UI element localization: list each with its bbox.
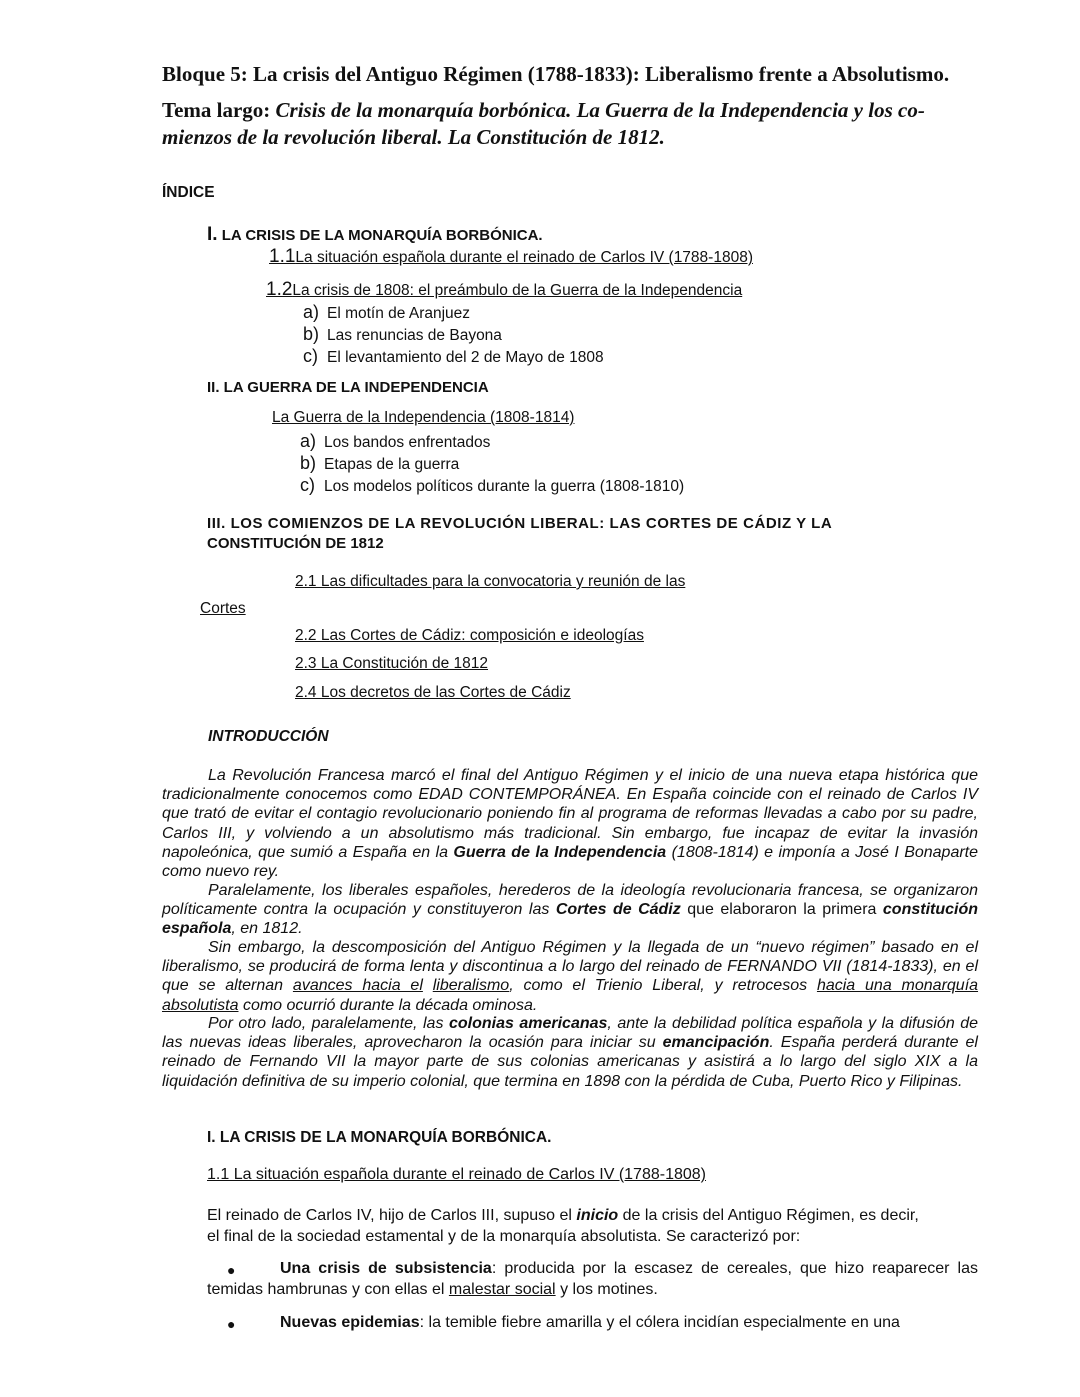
- item-label: El motín de Aranjuez: [327, 305, 471, 322]
- text-run-bold: emancipación: [662, 1034, 770, 1052]
- section-title: LA CRISIS DE LA MONARQUÍA BORBÓNICA.: [221, 227, 543, 244]
- toc-item-a: [300, 431, 490, 452]
- index-section-2: II. LA GUERRA DE LA INDEPENDENCIA: [207, 379, 489, 396]
- index-section-3-line1: III. LOS COMIENZOS DE LA REVOLUCIÓN LIBERAL: LAS CORTES DE CÁDIZ Y LA: [207, 515, 833, 532]
- text-run-bold: constitución española: [162, 901, 978, 938]
- text-run: , en 1812.: [231, 920, 303, 938]
- text-run: La Revolución Francesa marcó el final del Antiguo Régimen y el inicio de una nueva etapa histórica que tradicionalmente conocemos como EDAD CONTEMPORÁNEA. En España coincide con el reinado de Carlos IV que trató de evitar el contagio revolucionario poniendo fin al programa de reformas llevadas a cabo por su padre, Carlos III, y volviendo a un absolutismo más tradicional. Sin embargo, fue incapaz de evitar la invasión napoleónica, que sumió a España en la: [162, 767, 978, 861]
- text-run: , ante la debilidad política española y la difusión de las nuevas ideas liberales, aprovecharon la ocasión para iniciar su: [162, 1015, 979, 1052]
- section-1-1-title: 1.1 La situación española durante el reinado de Carlos IV (1788-1808): [207, 1166, 706, 1183]
- text-run-underline: hacia una monarquía absolutista: [162, 977, 979, 1014]
- toc-link-2-4[interactable]: 2.4 Los decretos de las Cortes de Cádiz: [295, 684, 571, 701]
- text-run: como ocurrió durante la década ominosa.: [242, 996, 538, 1014]
- block-heading: Bloque 5: La crisis del Antiguo Régimen (1788-1833): Liberalismo frente a Absolutismo.: [162, 62, 950, 86]
- text-run: El reinado de Carlos IV, hijo de Carlos III, supuso el: [207, 1207, 572, 1224]
- toc-number: 1.1: [269, 246, 296, 267]
- text-run: Sin embargo, la descomposición del Antiguo Régimen y la llegada de un “nuevo régimen” basado en el liberalismo, se producirá de forma lenta y discontinua a lo largo del reinado de FERNANDO VII (1814-1833), en el que se alternan: [162, 939, 978, 995]
- section-1-1-paragraph: [207, 1205, 927, 1247]
- text-run: de la crisis del Antiguo Régimen, es decir, el final de la sociedad estamental y de la monarquía absolutista. Se caracterizó por:: [207, 1207, 919, 1245]
- text-run: Por otro lado, paralelamente, las: [208, 1015, 444, 1032]
- toc-number: 1.2: [266, 279, 293, 300]
- toc-link-1-2[interactable]: [266, 279, 742, 301]
- topic-label: Tema largo:: [162, 98, 271, 122]
- text-run-underline: avances hacia el: [292, 977, 423, 995]
- item-marker: c): [303, 346, 318, 366]
- toc-link-2-2[interactable]: 2.2 Las Cortes de Cádiz: composición e ideologías: [295, 627, 644, 644]
- item-label: Los modelos políticos durante la guerra (1808-1810): [324, 478, 685, 495]
- intro-paragraph-1: [162, 766, 978, 881]
- text-run: Paralelamente, los liberales españoles, herederos de la ideología revolucionaria francesa, se organizaron políticamente contra la ocupación y constituyeron las: [162, 882, 978, 919]
- text-run-bold: Guerra de la Independencia: [453, 843, 667, 861]
- toc-label: La crisis de 1808: el preámbulo de la Guerra de la Independencia: [292, 282, 743, 299]
- text-run-bold: colonias americanas: [448, 1015, 608, 1032]
- item-marker: b): [300, 453, 317, 473]
- section-1-title: I. LA CRISIS DE LA MONARQUÍA BORBÓNICA.: [207, 1129, 552, 1146]
- item-marker: b): [303, 324, 320, 344]
- bullet-item-2: [207, 1312, 978, 1333]
- toc-label: La situación española durante el reinado de Carlos IV (1788-1808): [295, 249, 753, 266]
- text-run-bold: inicio: [576, 1207, 619, 1224]
- index-title: ÍNDICE: [162, 184, 215, 201]
- text-run: (1808-1814) e imponía a José I Bonaparte como nuevo rey.: [162, 843, 979, 881]
- toc-link-1-1[interactable]: [269, 246, 753, 268]
- intro-paragraph-2: [162, 881, 978, 939]
- item-label: Las renuncias de Bayona: [327, 327, 502, 344]
- intro-title: INTRODUCCIÓN: [208, 728, 329, 745]
- item-marker: c): [300, 475, 315, 495]
- item-label: Etapas de la guerra: [324, 456, 460, 473]
- item-marker: a): [303, 302, 320, 322]
- text-run-bold: Cortes de Cádiz: [555, 901, 681, 919]
- text-run-bold: Nuevas epidemias: [280, 1314, 420, 1331]
- toc-link-2[interactable]: La Guerra de la Independencia (1808-1814): [272, 409, 575, 426]
- text-run-underline: liberalismo: [432, 977, 510, 995]
- item-label: Los bandos enfrentados: [324, 434, 491, 451]
- text-run: y los motines.: [560, 1281, 658, 1298]
- text-run: que elaboraron la primera: [687, 901, 877, 919]
- text-run-underline: malestar social: [448, 1281, 556, 1298]
- text-run: : producida por la escasez de cereales, que hizo reaparecer las temidas hambrunas y con ellas el: [207, 1260, 978, 1298]
- intro-paragraph-4: [162, 1014, 978, 1091]
- topic-title: Crisis de la monarquía borbónica. La Guerra de la Independencia y los co- mienzos de la revolución liberal. La Constitución de 1812.: [162, 98, 925, 149]
- index-section-3-line2: CONSTITUCIÓN DE 1812: [207, 535, 384, 552]
- text-run: , como el Trienio Liberal, y retrocesos: [509, 977, 808, 995]
- bullet-icon: ●: [227, 1262, 236, 1278]
- toc-item-c: [300, 475, 684, 496]
- toc-item-c: [303, 346, 604, 367]
- intro-paragraph-3: [162, 938, 978, 1015]
- toc-link-2-1[interactable]: 2.1 Las dificultades para la convocatoria y reunión de las: [295, 573, 686, 590]
- topic-heading: [162, 97, 962, 151]
- toc-item-b: [303, 324, 502, 345]
- item-label: El levantamiento del 2 de Mayo de 1808: [327, 349, 604, 366]
- toc-link-2-1-cont[interactable]: Cortes: [200, 600, 246, 617]
- toc-link-2-3[interactable]: 2.3 La Constitución de 1812: [295, 655, 489, 672]
- toc-item-b: [300, 453, 459, 474]
- bullet-item-1: [207, 1258, 978, 1300]
- text-run: . España perderá durante el reinado de Fernando VII la mayor parte de sus colonias americanas y asistirá a lo largo del siglo XIX a la liquidación definitiva de su imperio colonial, que termina en 1898 con la pérdida de Cuba, Puerto Rico y Filipinas.: [162, 1034, 978, 1090]
- index-section-1: [207, 224, 543, 246]
- item-marker: a): [300, 431, 317, 451]
- section-number: I.: [207, 224, 218, 245]
- text-run-bold: Una crisis de subsistencia: [280, 1260, 492, 1277]
- bullet-icon: ●: [227, 1316, 236, 1332]
- toc-item-a: [303, 302, 470, 323]
- text-run: : la temible fiebre amarilla y el cólera incidían especialmente en una: [419, 1314, 900, 1331]
